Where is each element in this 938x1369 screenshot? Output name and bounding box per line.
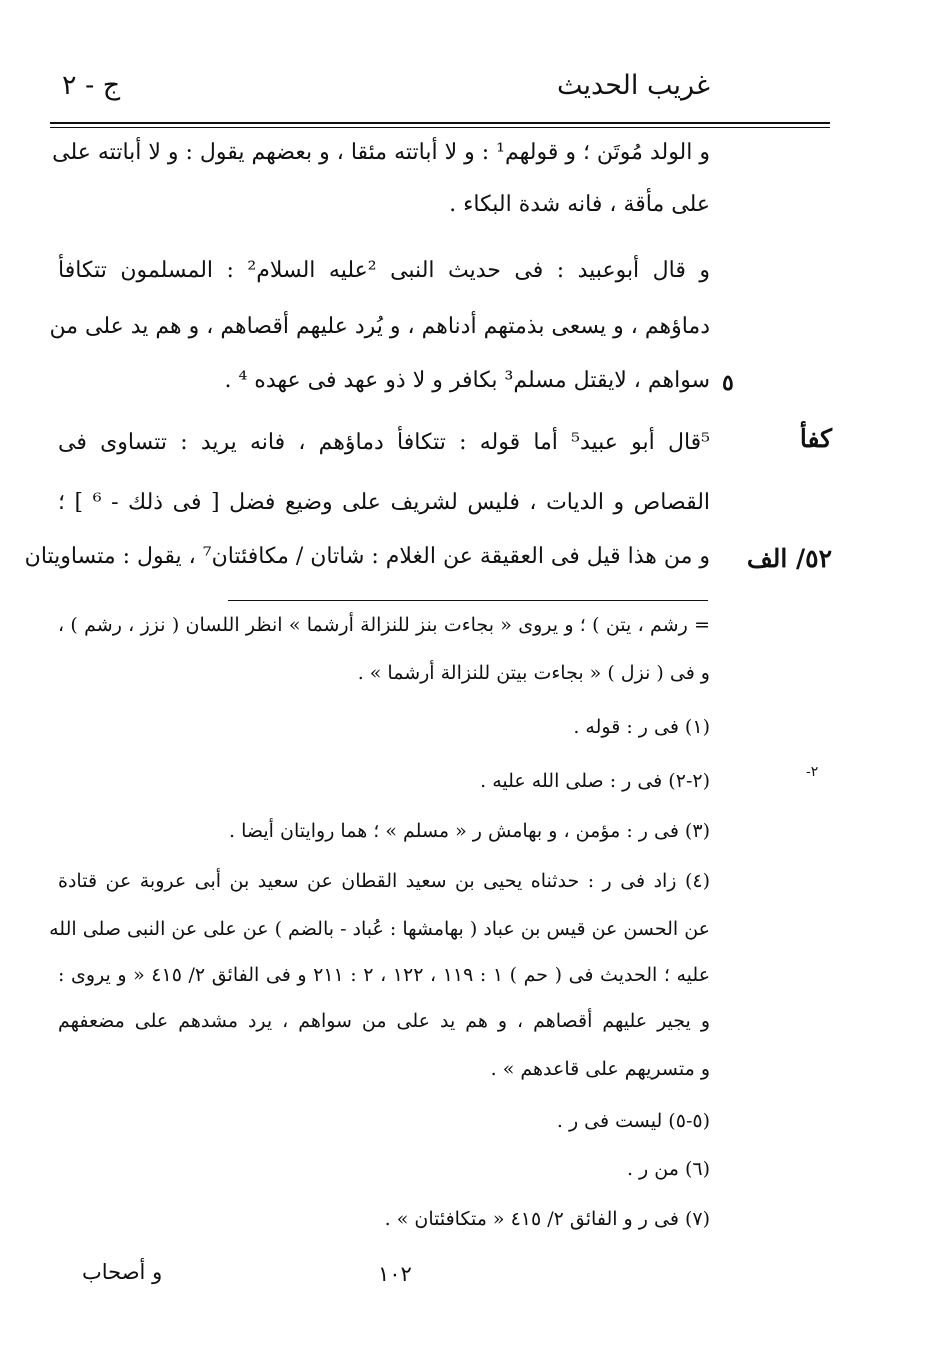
footnote-line: و يجير عليهم أقصاهم ، و هم يد على من سواهم ، يرد مشدهم على مضعفهم — [58, 1010, 710, 1032]
footnote-line: عليه ؛ الحديث فى ( حم ) ١ : ١١٩ ، ١٢٢ ، ٢ : ٢١١ و فى الفائق ٢/ ٤١٥ « و يروى : — [58, 964, 711, 986]
footnote-line: (٧) فى ر و الفائق ٢/ ٤١٥ « متكافئتان » . — [384, 1208, 710, 1230]
footnote-separator — [228, 600, 708, 601]
body-line: و قال أبوعبيد : فى حديث النبى ²عليه السلام² : المسلمون تتكافأ — [58, 258, 710, 283]
body-line: ⁵قال أبو عبيد⁵ أما قوله : تتكافأ دماؤهم ، فانه يريد : تتساوى فى — [58, 430, 710, 455]
footnote-line: و فى ( نزل ) « بجاءت بيتن للنزالة أرشما » . — [357, 662, 710, 684]
footnote-line: (٣) فى ر : مؤمن ، و بهامش ر « مسلم » ؛ هما روايتان أيضا . — [229, 820, 710, 842]
body-line: دماؤهم ، و يسعى بذمتهم أدناهم ، و يُرد عليهم أقصاهم ، و هم يد على من — [49, 314, 710, 339]
footnote-line: = رشم ، يتن ) ؛ و يروى « بجاءت بنز للنزالة أرشما » انظر اللسان ( نزز ، رشم ) ، — [58, 614, 710, 636]
running-title: غريب الحديث — [557, 70, 710, 101]
header-rule-thin — [50, 127, 830, 128]
catchword: و أصحاب — [82, 1260, 163, 1284]
header-rule — [50, 122, 830, 124]
body-line: و من هذا قيل فى العقيقة عن الغلام : شاتان / مكافئتان⁷ ، يقول : متساويتان — [24, 544, 710, 569]
footnote-line: (٢-٢) فى ر : صلى الله عليه . — [480, 770, 710, 792]
volume-label: ج - ٢ — [62, 70, 121, 101]
margin-keyword: كفأ — [799, 424, 832, 453]
body-line: و الولد مُوتَن ؛ و قولهم¹ : و لا أباتته مئقا ، و بعضهم يقول : و لا أباتته على — [52, 140, 710, 165]
footnote-line: (١) فى ر : قوله . — [573, 716, 710, 738]
folio-marker: ٥٢/ الف — [746, 544, 832, 573]
body-line: على مأقة ، فانه شدة البكاء . — [449, 192, 710, 217]
body-line: القصاص و الديات ، فليس لشريف على وضيع فضل [ فى ذلك - ⁶ ] ؛ — [58, 490, 711, 515]
footnote-line: و متسريهم على قاعدهم » . — [490, 1058, 710, 1080]
body-line: سواهم ، لايقتل مسلم³ بكافر و لا ذو عهد فى عهده ⁴ . — [224, 368, 710, 393]
margin-mark: -٢ — [806, 764, 819, 780]
footnote-line: عن الحسن عن قيس بن عباد ( بهامشها : عُباد - بالضم ) عن على عن النبى صلى الله — [49, 918, 710, 940]
footnote-line: (٥-٥) ليست فى ر . — [556, 1110, 710, 1132]
footnote-line: (٤) زاد فى ر : حدثناه يحيى بن سعيد القطان عن سعيد بن أبى عروبة عن قتادة — [58, 870, 710, 892]
footnote-line: (٦) من ر . — [626, 1158, 710, 1180]
page-number: ١٠٢ — [378, 1262, 412, 1286]
line-number: ٥ — [722, 370, 734, 396]
